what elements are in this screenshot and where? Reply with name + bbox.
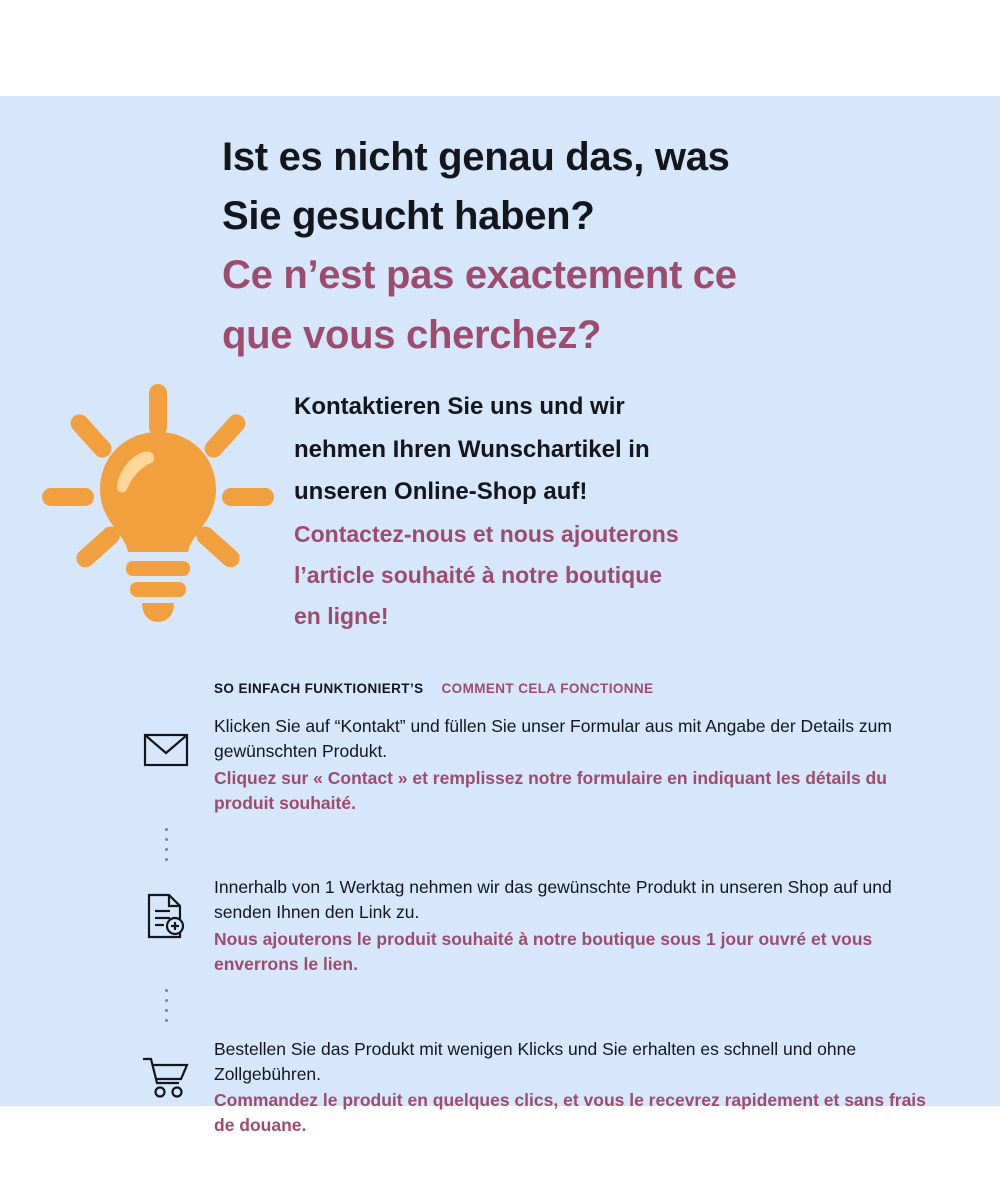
step-text [214, 1035, 948, 1138]
subtext-block [294, 386, 914, 637]
step-text-de: Bestellen Sie das Produkt mit wenigen Klicks und Sie erhalten es schnell und ohne Zollgebühren. [214, 1038, 857, 1084]
how-it-works-label-de: SO EINFACH FUNKTIONIERT’S [214, 681, 424, 696]
subtext-de-line1: Kontaktieren Sie uns und wir [294, 393, 625, 420]
how-it-works-heading [214, 681, 653, 696]
step-text [214, 873, 948, 976]
shopping-cart-icon [141, 1055, 191, 1099]
envelope-icon [143, 732, 189, 768]
step-text [214, 712, 948, 815]
step-item [118, 1035, 948, 1138]
subtext-fr-line1: Contactez-nous et nous ajouterons [294, 521, 679, 548]
step-item [118, 712, 948, 815]
subtext-fr-line3: en ligne! [294, 603, 389, 630]
step-item [118, 873, 948, 976]
steps-list [118, 712, 948, 1138]
headline-block [222, 128, 922, 365]
step-connector-dots [118, 977, 214, 1035]
headline-fr-line2: que vous cherchez? [222, 312, 602, 357]
how-it-works-label-fr: COMMENT CELA FONCTIONNE [441, 681, 654, 696]
step-text-de: Innerhalb von 1 Werktag nehmen wir das gewünschte Produkt in unseren Shop auf und senden Ihnen den Link zu. [214, 877, 892, 923]
step-text-fr: Nous ajouterons le produit souhaité à notre boutique sous 1 jour ouvré et vous enverrons le lien. [214, 929, 873, 974]
subtext-de-line3: unseren Online-Shop auf! [294, 478, 588, 506]
step-icon-wrap [118, 1035, 214, 1099]
subtext-de-line2: nehmen Ihren Wunschartikel in [294, 435, 650, 463]
step-text-fr: Cliquez sur « Contact » et remplissez notre formulaire en indiquant les détails du produit souhaité. [214, 767, 887, 813]
step-icon-wrap [118, 873, 214, 939]
headline-de-line2: Sie gesucht haben? [222, 194, 595, 239]
document-add-icon [145, 893, 187, 939]
step-text-de: Klicken Sie auf “Kontakt” und füllen Sie unser Formular aus mit Angabe der Details zum gewünschten Produkt. [214, 716, 892, 761]
step-connector-dots [118, 815, 214, 873]
lightbulb-icon [38, 380, 278, 630]
headline-de-line1: Ist es nicht genau das, was [222, 135, 730, 179]
step-icon-wrap [118, 712, 214, 768]
subtext-fr-line2: l’article souhaité à notre boutique [294, 562, 663, 589]
step-text-fr: Commandez le produit en quelques clics, et vous le recevrez rapidement et sans frais de douane. [214, 1090, 926, 1136]
headline-fr-line1: Ce n’est pas exactement ce [222, 253, 737, 298]
